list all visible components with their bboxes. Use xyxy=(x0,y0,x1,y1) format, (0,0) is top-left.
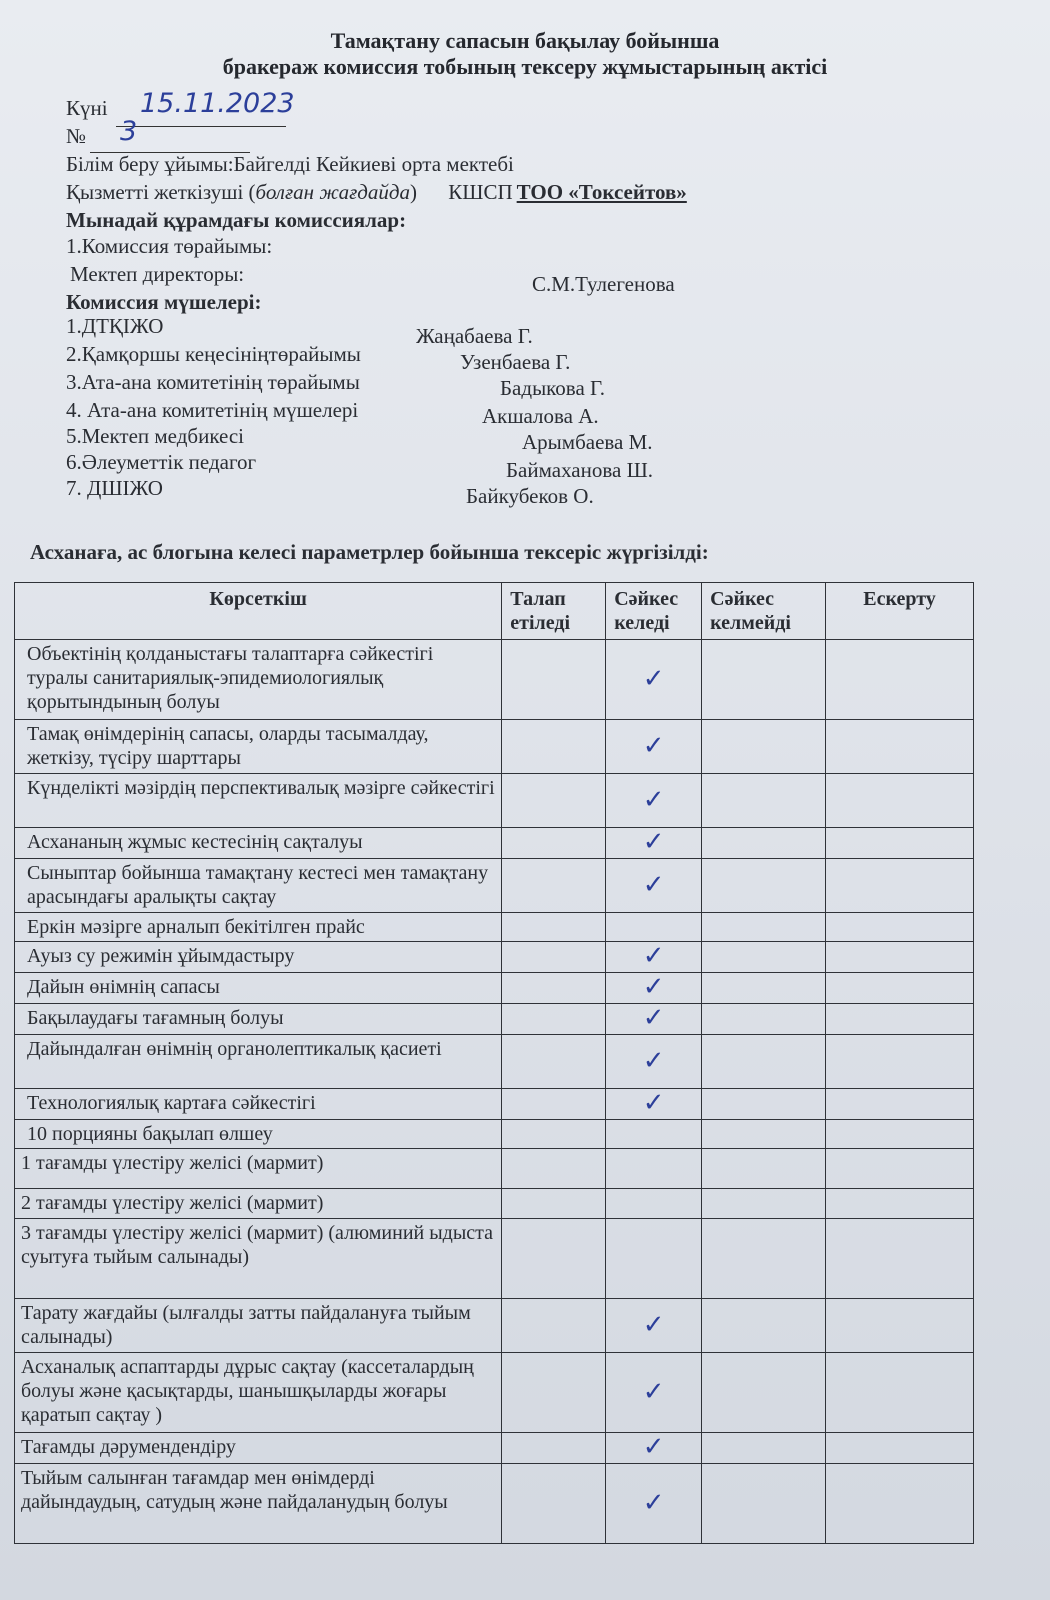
indicator-cell: 2 тағамды үлестіру желісі (мармит) xyxy=(15,1189,502,1219)
member-role: 5.Мектеп медбикесі xyxy=(66,424,244,448)
provider-name: ТОО «Токсейтов» xyxy=(516,180,687,204)
header-note: Ескерту xyxy=(826,583,974,640)
table-row xyxy=(15,1219,974,1299)
check-mark: ✓ xyxy=(642,1003,665,1033)
indicator-cell: Тамақ өнімдерінің сапасы, оларды тасымалдау, жеткізу, түсіру шарттары xyxy=(15,720,502,774)
indicator-cell: 10 порцияны бақылап өлшеу xyxy=(15,1120,502,1149)
table-row xyxy=(15,1089,974,1120)
members-heading: Комиссия мүшелері: xyxy=(66,290,262,314)
indicator-cell: Еркін мәзірге арналып бекітілген прайс xyxy=(15,913,502,942)
indicator-cell: Сыныптар бойынша тамақтану кестесі мен тамақтану арасындағы аралықты сақтау xyxy=(15,859,502,913)
table-row xyxy=(15,828,974,859)
table-row xyxy=(15,973,974,1004)
table-row xyxy=(15,640,974,720)
inspection-heading: Асханаға, ас блогына келесі параметрлер бойынша тексеріс жүргізілді: xyxy=(30,540,709,564)
title-line-1: Тамақтану сапасын бақылау бойынша xyxy=(330,28,720,53)
table-row xyxy=(15,1035,974,1089)
member-name: Арымбаева М. xyxy=(522,430,653,454)
indicator-cell: Тыйым салынған тағамдар мен өнімдерді дайындаудың, сатудың және пайдаланудың болуы xyxy=(15,1464,502,1544)
table-row xyxy=(15,859,974,913)
table-row xyxy=(15,720,974,774)
check-mark: ✓ xyxy=(642,827,665,857)
check-mark: ✓ xyxy=(642,1088,665,1118)
provider-close: ) xyxy=(410,180,418,204)
check-mark: ✓ xyxy=(642,1376,665,1407)
number-label: № xyxy=(66,124,87,148)
table-row xyxy=(15,1149,974,1189)
table-row xyxy=(15,1189,974,1219)
check-mark: ✓ xyxy=(642,730,665,761)
table-row xyxy=(15,1299,974,1353)
member-role: 1.ДТҚІЖО xyxy=(66,314,164,338)
member-role: 4. Ата-ана комитетінің мүшелері xyxy=(66,398,359,422)
indicator-cell: 1 тағамды үлестіру желісі (мармит) xyxy=(15,1149,502,1189)
member-role: 2.Қамқоршы кеңесініңтөрайымы xyxy=(66,342,361,366)
member-name: Акшалова А. xyxy=(482,404,599,428)
provider-label: Қызметті жеткізуші ( xyxy=(66,180,256,204)
indicator-cell: Объектінің қолданыстағы талаптарға сәйкестігі туралы санитариялық-эпидемиологиялық қорытындының болуы xyxy=(15,640,502,720)
number-value: 3 xyxy=(120,116,138,147)
provider-prefix: КШСП xyxy=(448,180,513,204)
director-label: Мектеп директоры: xyxy=(70,262,245,286)
inspection-table xyxy=(14,582,974,1544)
inspection-table-wrap xyxy=(14,582,974,1544)
header-mismatch: Сәйкес келмейді xyxy=(702,583,826,640)
indicator-cell: Тағамды дәрумендендіру xyxy=(15,1433,502,1464)
table-header-row xyxy=(15,583,974,640)
check-mark: ✓ xyxy=(642,941,665,971)
indicator-cell: 3 тағамды үлестіру желісі (мармит) (алюминий ыдыста суытуға тыйым салынады) xyxy=(15,1219,502,1299)
check-mark: ✓ xyxy=(642,1045,665,1076)
table-row xyxy=(15,1120,974,1149)
indicator-cell: Дайын өнімнің сапасы xyxy=(15,973,502,1004)
header-required: Талап етіледі xyxy=(502,583,606,640)
indicator-cell: Күнделікті мәзірдің перспективалық мәзірге сәйкестігі xyxy=(15,774,502,828)
date-underline xyxy=(116,126,286,127)
table-row xyxy=(15,1464,974,1544)
date-label: Күні xyxy=(66,96,108,120)
check-mark: ✓ xyxy=(642,663,665,694)
check-mark: ✓ xyxy=(642,1309,665,1340)
indicator-cell: Технологиялық картаға сәйкестігі xyxy=(15,1089,502,1120)
date-value: 15.11.2023 xyxy=(140,88,295,119)
check-mark: ✓ xyxy=(642,1432,665,1462)
organization-line: Білім беру ұйымы:Байгелді Кейкиеві орта мектебі xyxy=(66,152,514,176)
provider-line xyxy=(66,180,687,205)
check-mark: ✓ xyxy=(642,869,665,900)
commission-heading: Мынадай құрамдағы комиссиялар: xyxy=(66,208,407,232)
indicator-cell: Ауыз су режимін ұйымдастыру xyxy=(15,942,502,973)
title-line-2: бракераж комиссия тобының тексеру жұмыстарының актісі xyxy=(222,54,828,79)
table-row xyxy=(15,1353,974,1433)
director-name: С.М.Тулегенова xyxy=(532,272,675,296)
header-match: Сәйкес келеді xyxy=(606,583,702,640)
member-name: Бадыкова Г. xyxy=(500,376,606,400)
table-row xyxy=(15,1433,974,1464)
table-row xyxy=(15,774,974,828)
member-role: 3.Ата-ана комитетінің төрайымы xyxy=(66,370,360,394)
indicator-cell: Асхананың жұмыс кестесінің сақталуы xyxy=(15,828,502,859)
check-mark: ✓ xyxy=(642,972,665,1002)
indicator-cell: Тарату жағдайы (ылғалды затты пайдалануға тыйым салынады) xyxy=(15,1299,502,1353)
indicator-cell: Бақылаудағы тағамның болуы xyxy=(15,1004,502,1035)
provider-italic: болған жағдайда xyxy=(255,180,411,204)
member-name: Жаңабаева Г. xyxy=(416,324,533,348)
indicator-cell: Асханалық аспаптарды дұрыс сақтау (кассеталардың болуы және қасықтарды, шанышқыларды жоғары қаратып сақтау ) xyxy=(15,1353,502,1433)
table-row xyxy=(15,942,974,973)
check-mark: ✓ xyxy=(642,1487,665,1518)
table-row xyxy=(15,913,974,942)
member-role: 7. ДШІЖО xyxy=(66,476,163,500)
check-mark: ✓ xyxy=(642,784,665,815)
member-name: Байкубеков О. xyxy=(466,484,594,508)
indicator-cell: Дайындалған өнімнің органолептикалық қасиеті xyxy=(15,1035,502,1089)
chair-label: 1.Комиссия төрайымы: xyxy=(66,234,273,258)
member-name: Узенбаева Г. xyxy=(460,350,571,374)
member-name: Баймаханова Ш. xyxy=(506,458,654,482)
document-title xyxy=(0,28,1050,80)
header-indicator: Көрсеткіш xyxy=(15,583,502,640)
table-row xyxy=(15,1004,974,1035)
member-role: 6.Әлеуметтік педагог xyxy=(66,450,257,474)
